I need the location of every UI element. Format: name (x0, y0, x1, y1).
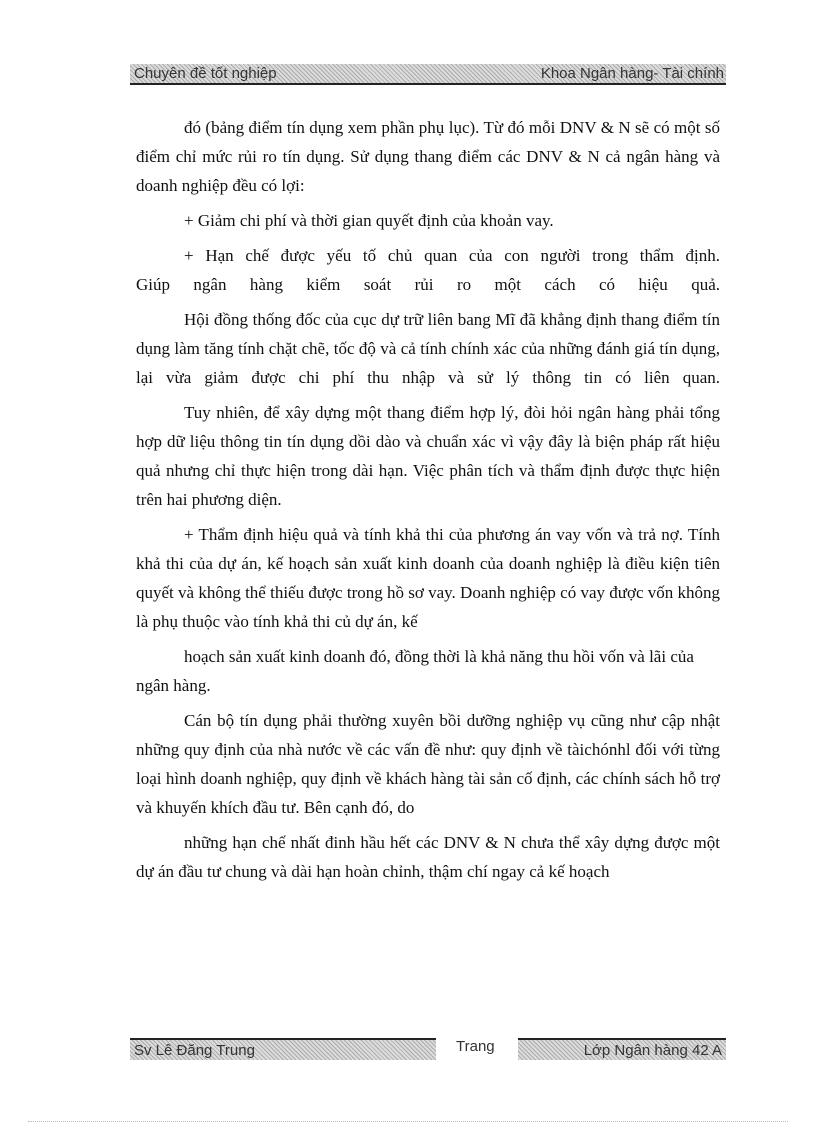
paragraph-4: Hội đồng thống đốc của cục dự trữ liên bang Mĩ đã khẳng định thang điểm tín dụng làm tăng tính chặt chẽ, tốc độ và cả tính chính xác của những đánh giá tín dụng, lại vừa giảm được chi phí thu nhập và sử lý thông tin có liên quan. (136, 310, 720, 387)
header-left: Chuyên đề tốt nghiệp (134, 65, 277, 82)
page-header (130, 64, 726, 85)
footer-class: Lớp Ngân hàng 42 A (583, 1042, 722, 1059)
footer-left-box (130, 1038, 436, 1060)
footer-right-box (518, 1038, 726, 1060)
header-right: Khoa Ngân hàng- Tài chính (540, 65, 724, 82)
paragraph-8: Cán bộ tín dụng phải thường xuyên bồi dưỡng nghiệp vụ cũng như cập nhật những quy định của nhà nước về các vấn đề như: quy định về tàichónhl đối với từng loại hình doanh nghiệp, quy định về khách hàng tài sản cố định, các chính sách hỗ trợ và khuyến khích đầu tư. Bên cạnh đó, do (136, 711, 720, 817)
footer-author: Sv Lê Đăng Trung (134, 1042, 255, 1059)
paragraph-2: + Giảm chi phí và thời gian quyết định của khoản vay. (184, 211, 554, 230)
document-body (136, 113, 720, 886)
paragraph-9: những hạn chế nhất đinh hầu hết các DNV & N chưa thể xây dựng được một dự án đầu tư chung và dài hạn hoàn chỉnh, thậm chí ngay cả kế hoạch (136, 833, 720, 881)
paragraph-6: + Thẩm định hiệu quả và tính khả thi của phương án vay vốn và trả nợ. Tính khả thi của dự án, kế hoạch sản xuất kinh doanh của doanh nghiệp là điều kiện tiên quyết và không thể thiếu được trong hồ sơ vay. Doanh nghiệp có vay được vốn không là phụ thuộc vào tính khả thi củ dự án, kế (136, 525, 720, 631)
paragraph-7: hoạch sản xuất kinh doanh đó, đồng thời là khả năng thu hồi vốn và lãi của ngân hàng. (136, 647, 694, 695)
paragraph-3-continued: Giúp ngân hàng kiểm soát rủi ro một cách có hiệu quả. (136, 275, 720, 294)
paragraph-5: Tuy nhiên, để xây dựng một thang điểm hợp lý, đòi hỏi ngân hàng phải tổng hợp dữ liệu thông tin tín dụng dồi dào và chuẩn xác vì vậy đây là biện pháp rất hiệu quả nhưng chỉ thực hiện trong dài hạn. Việc phân tích và thẩm định được thực hiện trên hai phương diện. (136, 403, 720, 509)
page-bottom-border (28, 1121, 788, 1122)
paragraph-1: đó (bảng điểm tín dụng xem phần phụ lục). Từ đó mỗi DNV & N sẽ có một số điểm chỉ mức rủi ro tín dụng. Sử dụng thang điểm các DNV & N cả ngân hàng và doanh nghiệp đều có lợi: (136, 118, 720, 195)
footer-center-box (448, 1038, 518, 1058)
paragraph-3: + Hạn chế được yếu tố chủ quan của con người trong thẩm định. (184, 246, 720, 265)
page-footer (130, 1038, 726, 1060)
footer-page-label: Trang (456, 1038, 495, 1055)
